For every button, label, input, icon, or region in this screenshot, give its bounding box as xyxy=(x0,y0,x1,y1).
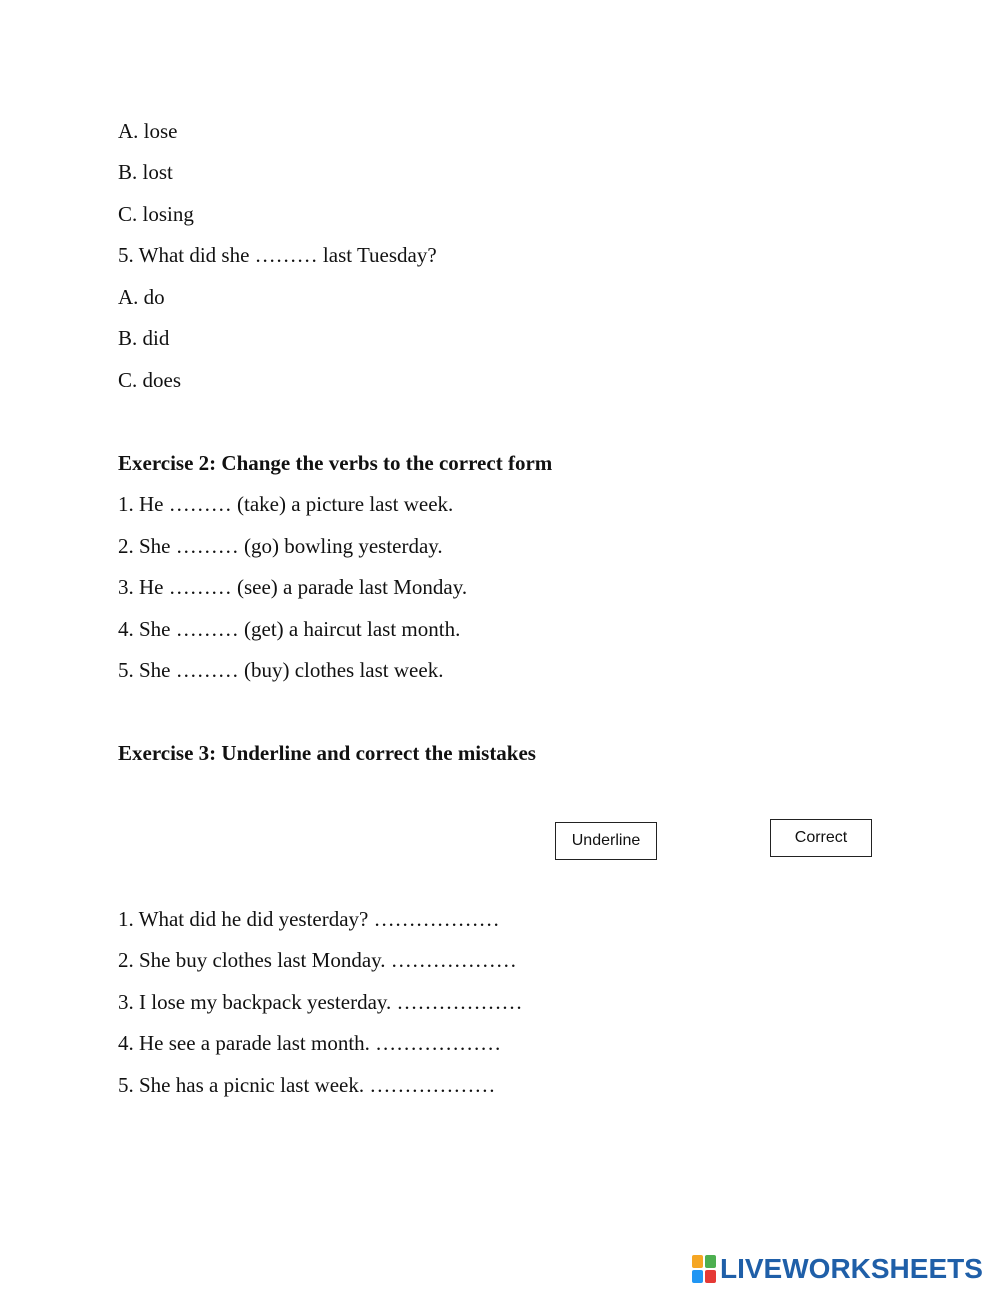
question-5: 5. What did she ……… last Tuesday? xyxy=(118,243,437,267)
option-b-lost: B. lost xyxy=(118,160,173,184)
exercise-2-item: 3. He ……… (see) a parade last Monday. xyxy=(118,575,468,599)
exercise-2-item: 2. She ……… (go) bowling yesterday. xyxy=(118,534,443,558)
exercise-3-item: 3. I lose my backpack yesterday. ……………… xyxy=(118,990,523,1014)
underline-button[interactable]: Underline xyxy=(555,822,657,860)
option-c-does: C. does xyxy=(118,368,181,392)
exercise-2-item: 4. She ……… (get) a haircut last month. xyxy=(118,617,461,641)
liveworksheets-brand xyxy=(692,1252,983,1286)
correct-button[interactable]: Correct xyxy=(770,819,872,857)
option-a-do: A. do xyxy=(118,285,165,309)
liveworksheets-logo-icon xyxy=(692,1255,716,1283)
exercise-3-item: 2. She buy clothes last Monday. ……………… xyxy=(118,948,517,972)
exercise-2-title: Exercise 2: Change the verbs to the correct form xyxy=(118,451,553,475)
option-b-did: B. did xyxy=(118,326,170,350)
exercise-3-item: 5. She has a picnic last week. ……………… xyxy=(118,1073,496,1097)
option-c-losing: C. losing xyxy=(118,202,194,226)
exercise-3-item: 4. He see a parade last month. ……………… xyxy=(118,1031,502,1055)
exercise-3-title: Exercise 3: Underline and correct the mistakes xyxy=(118,741,536,765)
exercise-3-item: 1. What did he did yesterday? ……………… xyxy=(118,907,500,931)
exercise-2-item: 5. She ……… (buy) clothes last week. xyxy=(118,658,444,682)
exercise-2-item: 1. He ……… (take) a picture last week. xyxy=(118,492,454,516)
option-a-lose: A. lose xyxy=(118,119,178,143)
brand-wordmark: LIVEWORKSHEETS xyxy=(720,1253,983,1284)
